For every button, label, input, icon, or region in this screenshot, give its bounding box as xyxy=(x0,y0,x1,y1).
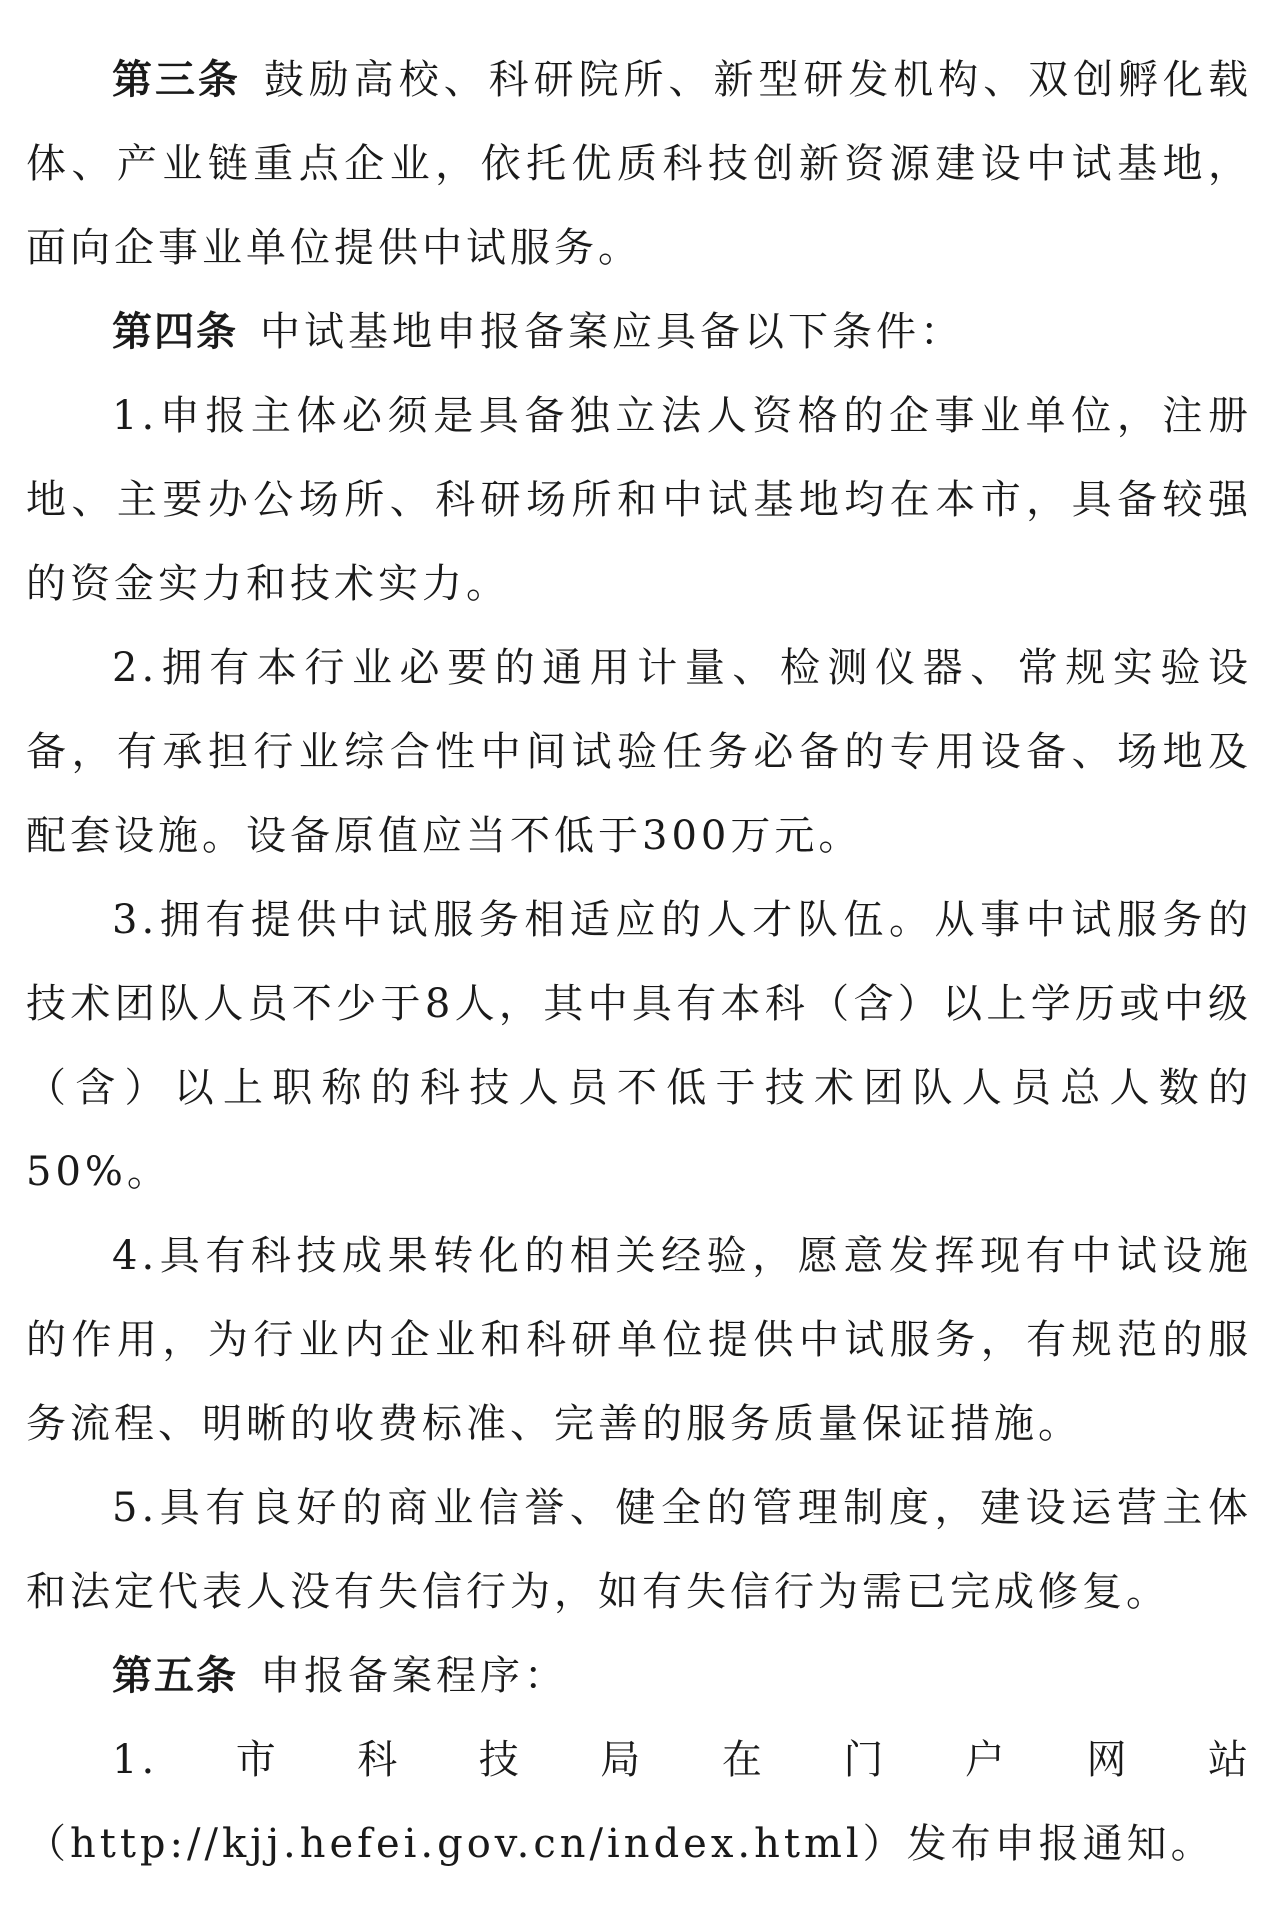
condition-4-paragraph xyxy=(26,1214,1252,1466)
condition-3-text: 3.拥有提供中试服务相适应的人才队伍。从事中试服务的技术团队人员不少于8人，其中具有本科（含）以上学历或中级（含）以上职称的科技人员不低于技术团队人员总人数的50%。 xyxy=(26,897,1252,1195)
article-4-text: 中试基地申报备案应具备以下条件： xyxy=(260,309,964,355)
condition-4-text: 4.具有科技成果转化的相关经验，愿意发挥现有中试设施的作用，为行业内企业和科研单位提供中试服务，有规范的服务流程、明晰的收费标准、完善的服务质量保证措施。 xyxy=(26,1233,1252,1447)
condition-5-paragraph xyxy=(26,1466,1252,1634)
condition-1-paragraph xyxy=(26,374,1252,626)
article-3-text: 鼓励高校、科研院所、新型研发机构、双创孵化载体、产业链重点企业，依托优质科技创新资源建设中试基地，面向企事业单位提供中试服务。 xyxy=(26,57,1253,271)
article-4-paragraph xyxy=(26,290,1252,374)
article-3-paragraph xyxy=(26,38,1252,290)
condition-1-text: 1.申报主体必须是具备独立法人资格的企事业单位，注册地、主要办公场所、科研场所和中试基地均在本市，具备较强的资金实力和技术实力。 xyxy=(26,393,1252,607)
article-5-paragraph xyxy=(26,1634,1252,1718)
condition-3-paragraph xyxy=(26,878,1252,1214)
condition-2-text: 2.拥有本行业必要的通用计量、检测仪器、常规实验设备，有承担行业综合性中间试验任务必备的专用设备、场地及配套设施。设备原值应当不低于300万元。 xyxy=(26,645,1252,859)
article-4-label: 第四条 xyxy=(112,309,238,355)
condition-2-paragraph xyxy=(26,626,1252,878)
document-body xyxy=(26,38,1252,1886)
procedure-1-paragraph xyxy=(26,1718,1252,1886)
procedure-1-text: 1.市科技局在门户网站（http://kjj.hefei.gov.cn/index.html）发布申报通知。 xyxy=(26,1737,1252,1867)
article-5-text: 申报备案程序： xyxy=(260,1653,568,1699)
article-3-label: 第三条 xyxy=(112,57,241,103)
condition-5-text: 5.具有良好的商业信誉、健全的管理制度，建设运营主体和法定代表人没有失信行为，如有失信行为需已完成修复。 xyxy=(26,1485,1252,1615)
article-5-label: 第五条 xyxy=(112,1653,238,1699)
